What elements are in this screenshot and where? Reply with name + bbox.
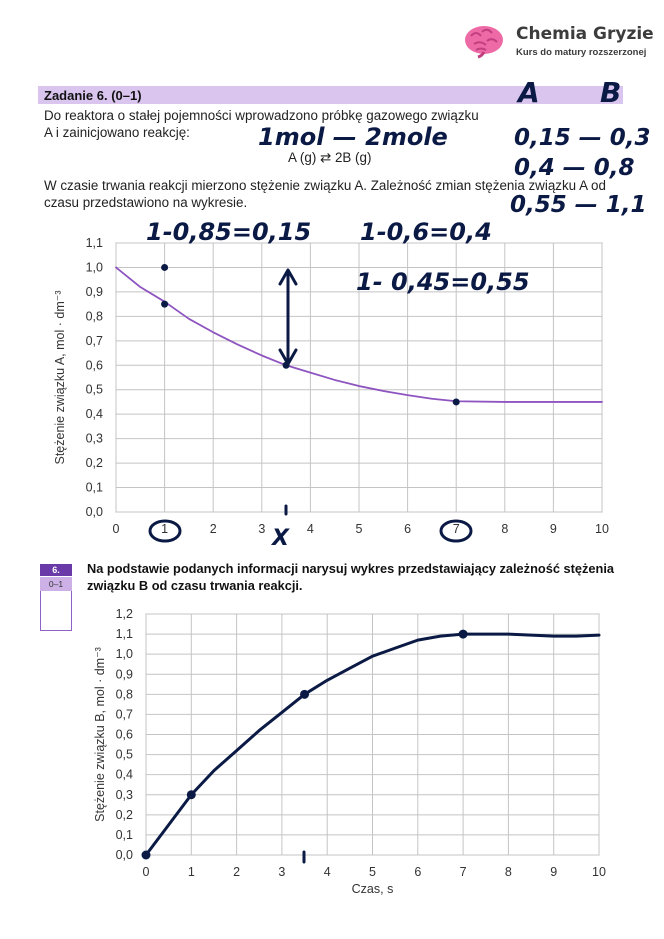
chart-b-x-tick-label: 2: [233, 865, 241, 879]
handwritten-col-b: B: [600, 76, 622, 109]
chart-a-x-tick-label: 3: [258, 522, 266, 536]
handwritten-col-a: A: [518, 76, 540, 109]
chart-a-y-tick-label: 1,1: [85, 236, 103, 250]
chart-b-y-tick-label: 0,1: [115, 827, 133, 842]
chart-a-x-tick-label: 8: [501, 522, 509, 536]
task-points-badge: 0–1: [40, 577, 72, 591]
chart-a-y-tick-label: 0,6: [85, 358, 103, 373]
chart-a-x-tick-label: 5: [355, 522, 363, 536]
chart-a-x-tick-label: 10: [595, 522, 609, 536]
chart-a-marked-point: [161, 264, 168, 271]
task-number-badge: 6.: [40, 564, 72, 576]
chart-b-marked-point: [187, 790, 196, 799]
chart-a-y-tick-label: 1,0: [85, 260, 103, 275]
handwritten-notes: [146, 76, 651, 862]
chart-a-marked-point: [161, 301, 168, 308]
chart-b-y-tick-label: 0,9: [115, 667, 133, 682]
task-instruction: Na podstawie podanych informacji narysuj wykres przedstawiający zależność stężenia związku B od czasu trwania reakcji.: [87, 561, 614, 593]
chart-b-x-axis-label: Czas, s: [351, 882, 394, 896]
chart-a-y-tick-label: 0,1: [85, 480, 103, 495]
chart-concentration-b: [93, 607, 606, 896]
chart-a-x-tick-label: 4: [306, 522, 314, 536]
chart-b-y-tick-label: 0,4: [115, 767, 133, 782]
chart-b-x-tick-label: 10: [592, 865, 606, 879]
chart-b-y-tick-label: 0,8: [115, 687, 133, 702]
chart-b-marked-point: [300, 690, 309, 699]
handwritten-calc-3: 1- 0,45=0,55: [356, 268, 530, 296]
chart-b-x-tick-label: 8: [504, 865, 512, 879]
task-intro: Do reaktora o stałej pojemności wprowadzono próbkę gazowego związku A i zainicjowano reakcję:: [44, 108, 479, 140]
brand-name: Chemia Gryzie: [516, 24, 654, 44]
chart-b-x-tick-label: 7: [459, 865, 467, 879]
chart-b-x-tick-label: 4: [323, 865, 331, 879]
chart-b-x-tick-label: 0: [142, 865, 150, 879]
chart-a-y-tick-label: 0,3: [85, 431, 103, 446]
chart-b-y-tick-label: 0,3: [115, 787, 133, 802]
chart-a-x-tick-label: 9: [549, 522, 557, 536]
chart-a-y-tick-label: 0,0: [85, 505, 103, 519]
chart-a-y-tick-label: 0,8: [85, 309, 103, 324]
chart-b-y-axis-label: Stężenie związku B, mol · dm⁻³: [93, 647, 107, 822]
handwritten-x-mark: X: [272, 526, 289, 551]
chart-b-y-tick-label: 0,5: [115, 747, 133, 762]
chart-a-x-tick-label: 0: [112, 522, 120, 536]
brand-tagline: Kurs do matury rozszerzonej: [516, 47, 647, 58]
chart-b-y-tick-label: 0,2: [115, 807, 133, 822]
chart-b-marked-point: [459, 630, 468, 639]
chart-b-x-tick-label: 5: [369, 865, 376, 879]
handwritten-pair-1: 0,15 — 0,3: [514, 125, 651, 151]
chart-b-y-tick-label: 1,1: [115, 627, 133, 642]
chart-a-x-tick-label: 2: [209, 522, 217, 536]
chart-b-y-tick-label: 0,7: [115, 707, 133, 722]
chart-b-y-tick-label: 0,0: [115, 848, 133, 862]
task-title: Zadanie 6. (0–1): [44, 88, 142, 103]
task-measurement-text: W czasie trwania reakcji mierzono stężenie związku A. Zależność zmian stężenia związku A od czasu przedstawiono na wykresie.: [44, 178, 606, 210]
chart-b-y-tick-label: 1,0: [115, 647, 133, 662]
chart-b-x-tick-label: 9: [550, 865, 558, 879]
handwritten-mole-ratio: 1mol — 2mole: [258, 123, 448, 151]
reaction-equation: A (g) ⇄ 2B (g): [288, 150, 372, 165]
chart-b-marked-point: [142, 851, 151, 860]
chart-b-y-tick-label: 0,6: [115, 727, 133, 742]
chart-a-y-axis-label: Stężenie związku A, mol · dm⁻³: [53, 290, 67, 465]
chart-b-y-tick-label: 1,2: [115, 607, 133, 621]
handwritten-calc-2: 1-0,6=0,4: [360, 218, 492, 246]
handwritten-pair-2: 0,4 — 0,8: [514, 155, 635, 181]
chart-a-y-tick-label: 0,7: [85, 333, 103, 348]
chart-a-y-tick-label: 0,9: [85, 284, 103, 299]
chart-a-marked-point: [453, 398, 460, 405]
chart-a-x-tick-label: 1: [161, 522, 169, 536]
chart-a-y-tick-label: 0,5: [85, 382, 103, 397]
handwritten-calc-1: 1-0,85=0,15: [146, 218, 312, 246]
chart-a-y-tick-label: 0,2: [85, 456, 103, 471]
chart-a-x-tick-label: 6: [404, 522, 412, 536]
chart-a-x-tick-label: 7: [452, 522, 460, 536]
chart-a-y-tick-label: 0,4: [85, 407, 103, 422]
chart-b-x-tick-label: 6: [414, 865, 422, 879]
chart-b-x-tick-label: 3: [278, 865, 286, 879]
chart-b-x-tick-label: 1: [187, 865, 195, 879]
handwritten-pair-3: 0,55 — 1,1: [510, 192, 647, 218]
